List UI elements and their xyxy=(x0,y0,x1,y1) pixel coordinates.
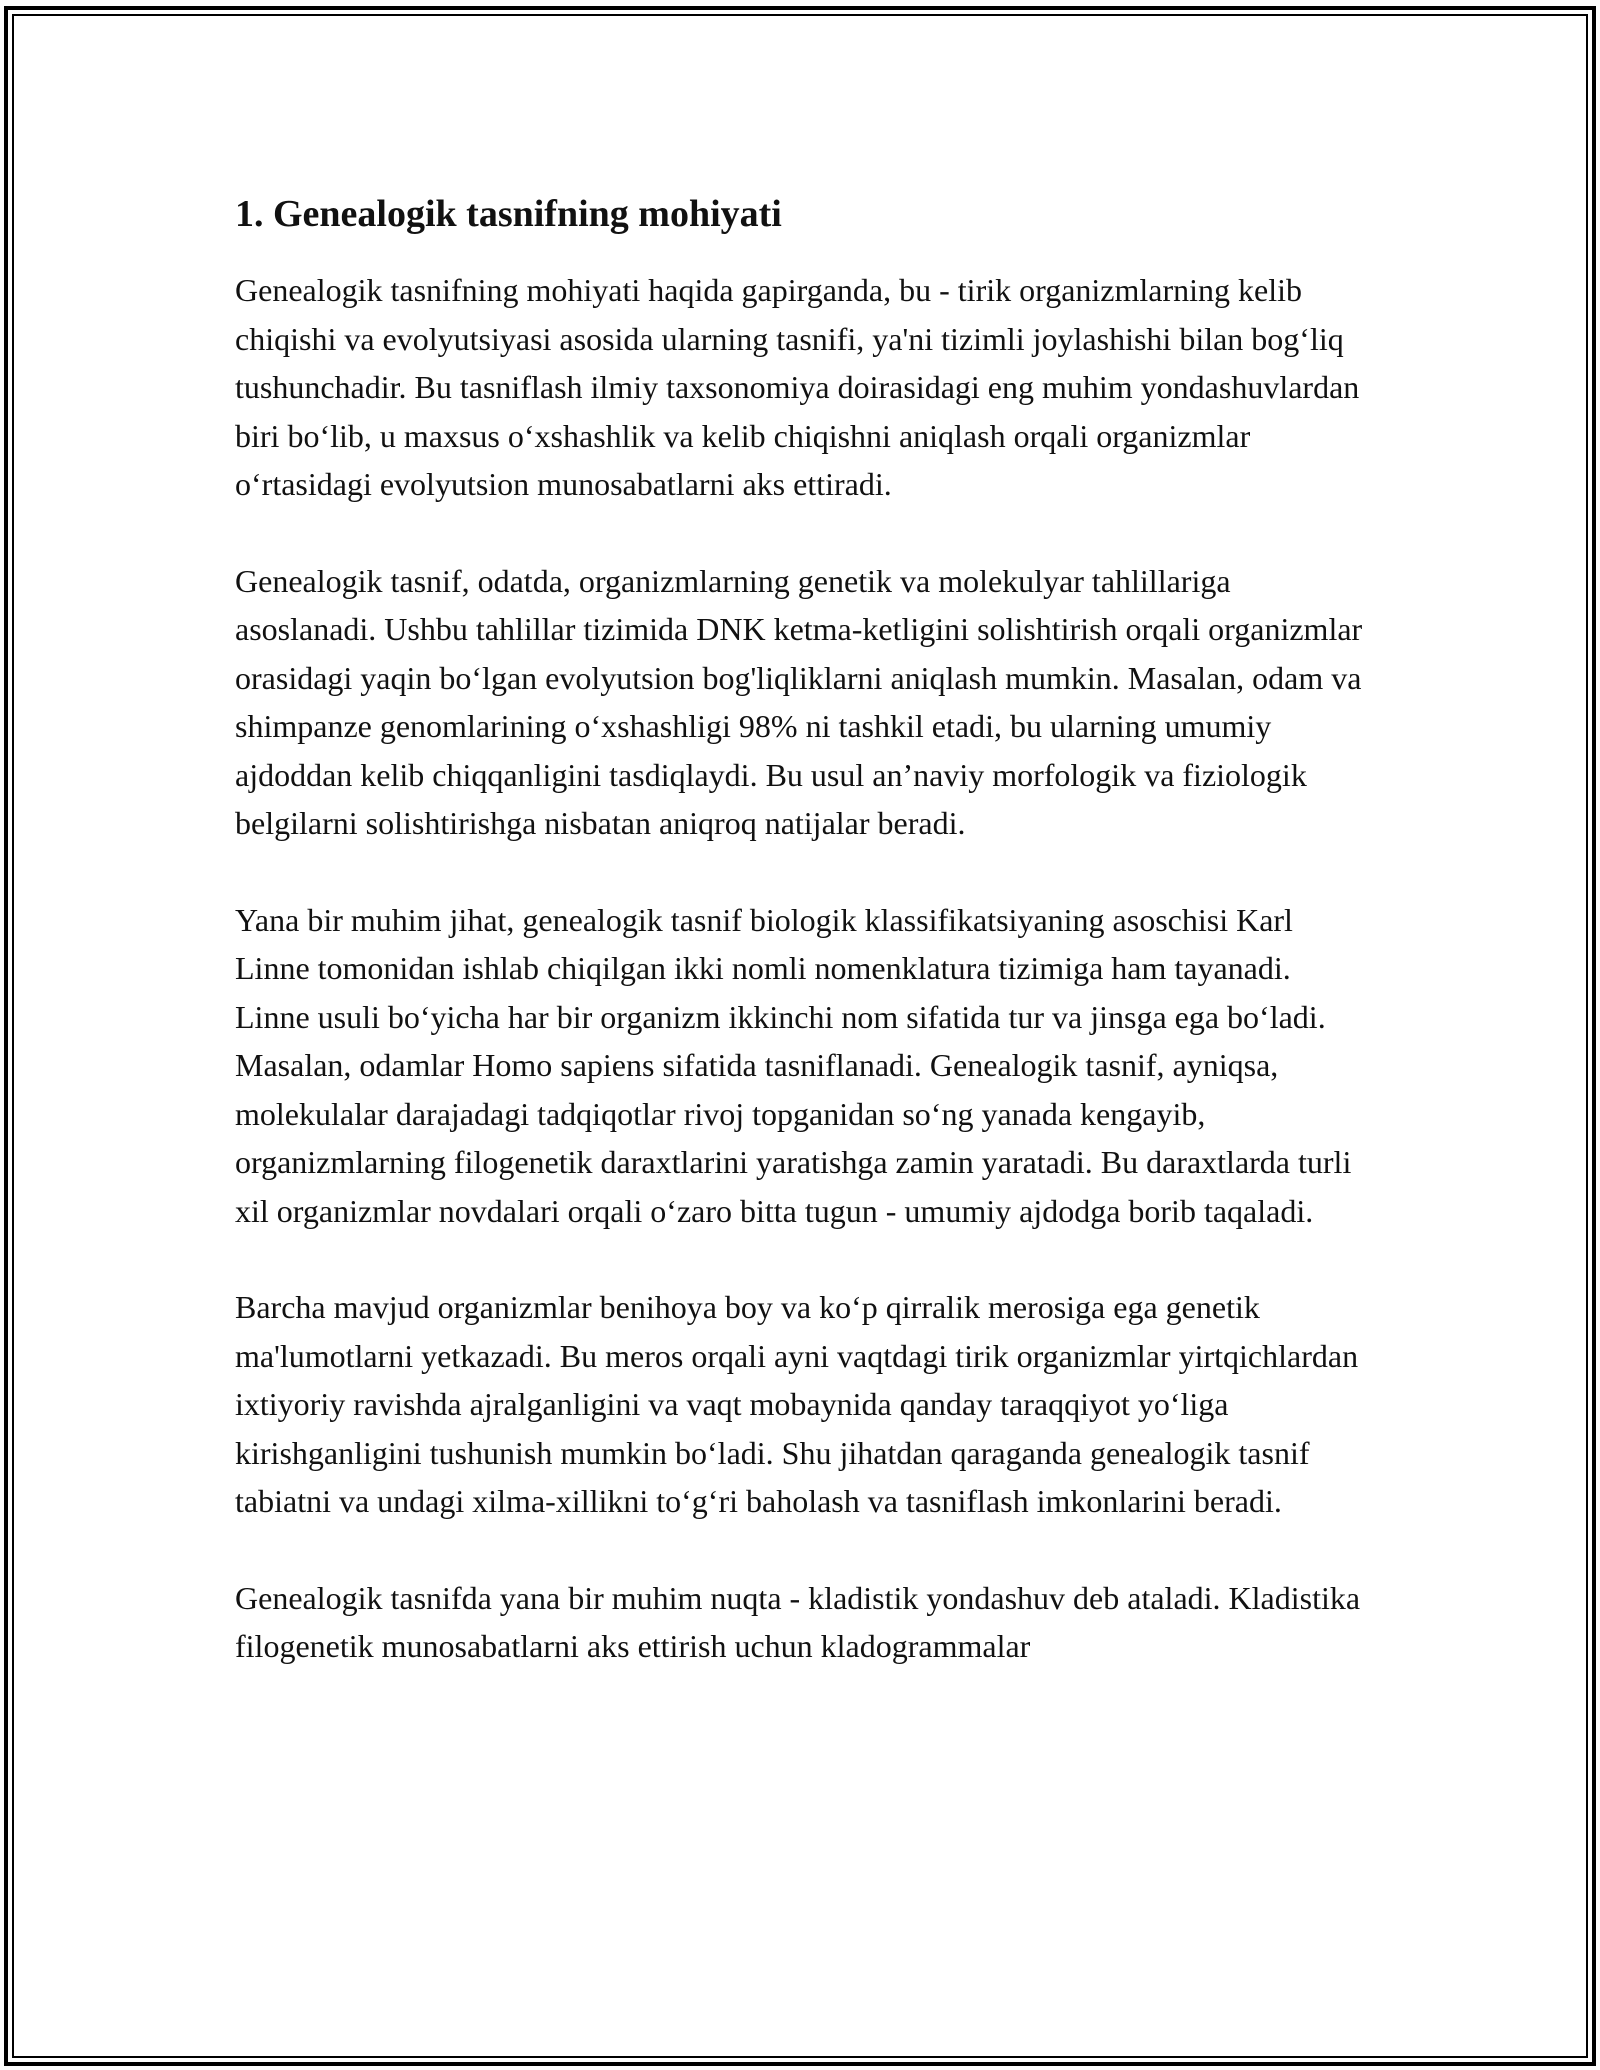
paragraph-3: Yana bir muhim jihat, genealogik tasnif biologik klassifikatsiyaning asoschisi Karl Linne tomonidan ishlab chiqilgan ikki nomli nomenklatura tizimiga ham tayanadi. Linne usuli bo‘yicha har bir organizm ikkinchi nom sifatida tur va jinsga ega bo‘ladi. Masalan, odamlar Homo sapiens sifatida tasniflanadi. Genealogik tasnif, ayniqsa, molekulalar darajadagi tadqiqotlar rivoj topganidan so‘ng yanada kengayib, organizmlarning filogenetik daraxtlarini yaratishga zamin yaratadi. Bu daraxtlarda turli xil organizmlar novdalari orqali o‘zaro bitta tugun - umumiy ajdodga borib taqaladi. xyxy=(235,901,1352,1229)
paragraph-1: Genealogik tasnifning mohiyati haqida gapirganda, bu - tirik organizmlarning kelib chiqishi va evolyutsiyasi asosida ularning tasnifi, ya'ni tizimli joylashishi bilan bog‘liq tushunchadir. Bu tasniflash ilmiy taxsonomiya doirasidagi eng muhim yondashuvlardan biri bo‘lib, u maxsus o‘xshashlik va kelib chiqishni aniqlash orqali organizmlar o‘rtasidagi evolyutsion munosabatlarni aks ettiradi. xyxy=(235,272,1360,502)
paragraph-4: Barcha mavjud organizmlar benihoya boy va ko‘p qirralik merosiga ega genetik ma'lumotlarni yetkazadi. Bu meros orqali ayni vaqtdagi tirik organizmlar yirtqichlardan ixtiyoriy ravishda ajralganligini va vaqt mobaynida qanday taraqqiyot yo‘liga kirishganligini tushunish mumkin bo‘ladi. Shu jihatdan qaraganda genealogik tasnif tabiatni va undagi xilma-xillikni to‘g‘ri baholash va tasniflash imkonlarini beradi. xyxy=(235,1289,1359,1519)
section-heading: 1. Genealogik tasnifning mohiyati xyxy=(235,193,782,235)
paragraph-5: Genealogik tasnifda yana bir muhim nuqta - kladistik yondashuv deb ataladi. Kladistika filogenetik munosabatlarni aks ettirish uchun kladogrammalar xyxy=(235,1579,1361,1664)
paragraph-2: Genealogik tasnif, odatda, organizmlarning genetik va molekulyar tahlillariga asoslanadi. Ushbu tahlillar tizimida DNK ketma-ketligini solishtirish orqali organizmlar orasidagi yaqin bo‘lgan evolyutsion bog'liqliklarni aniqlash mumkin. Masalan, odam va shimpanze genomlarining o‘xshashligi 98% ni tashkil etadi, bu ularning umumiy ajdoddan kelib chiqqanligini tasdiqlaydi. Bu usul an’naviy morfologik va fiziologik belgilarni solishtirishga nisbatan aniqroq natijalar beradi. xyxy=(235,562,1363,841)
document-body xyxy=(235,186,1365,1719)
